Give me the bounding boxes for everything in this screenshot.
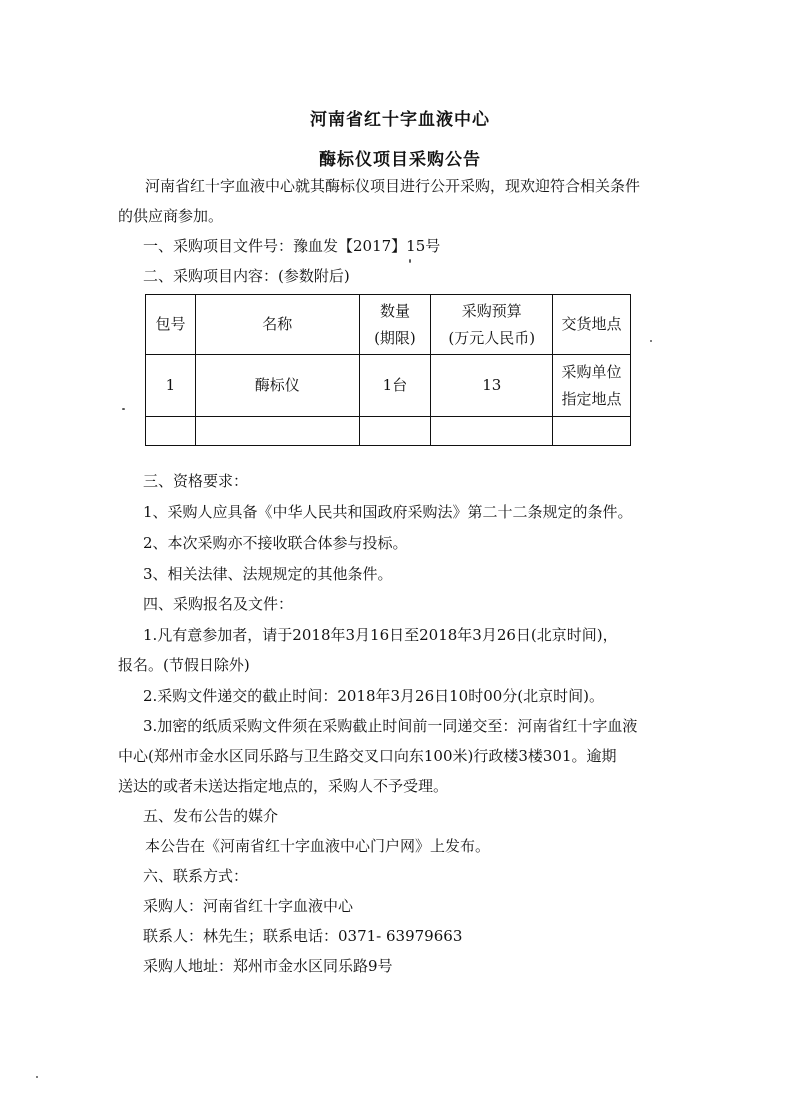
section-4-item-1-line-2: 报名。(节假日除外) [118,656,250,674]
scan-speck [122,408,125,410]
procurement-items-table [145,294,631,446]
section-4-item-1-line-1: 1.凡有意参加者，请于2018年3月16日至2018年3月26日(北京时间)， [143,626,618,644]
contact-person-phone: 联系人：林先生；联系电话：0371- 63979663 [143,927,463,945]
section-1-file-number: 一、采购项目文件号：豫血发【2017】15号 [143,237,441,255]
header-package-no: 包号 [146,295,196,355]
cell-package-no: 1 [146,355,196,417]
header-delivery: 交货地点 [553,295,631,355]
section-6-heading: 六、联系方式： [143,867,249,885]
contact-purchaser: 采购人：河南省红十字血液中心 [143,897,354,915]
table-row [146,355,631,417]
section-4-item-3-line-3: 送达的或者未送达指定地点的，采购人不予受理。 [118,777,449,795]
cell-quantity: 1台 [359,355,431,417]
contact-address: 采购人地址：郑州市金水区同乐路9号 [143,957,393,975]
section-3-item-1: 1、采购人应具备《中华人民共和国政府采购法》第二十二条规定的条件。 [143,503,633,521]
intro-line-2: 的供应商参加。 [118,207,224,225]
header-budget: 采购预算 (万元人民币) [431,295,553,355]
cell-delivery: 采购单位 指定地点 [553,355,631,417]
cell-budget: 13 [431,355,553,417]
scan-speck [36,1076,38,1078]
header-name: 名称 [195,295,359,355]
scan-speck [650,340,652,342]
table-header-row [146,295,631,355]
org-title: 河南省红十字血液中心 [310,110,490,130]
section-4-item-3-line-2: 中心(郑州市金水区同乐路与卫生路交叉口向东100米)行政楼3楼301。逾期 [118,747,617,765]
intro-line-1: 河南省红十字血液中心就其酶标仪项目进行公开采购，现欢迎符合相关条件 [145,177,641,195]
section-3-heading: 三、资格要求： [143,472,249,490]
cell-name: 酶标仪 [195,355,359,417]
scan-speck [409,259,411,263]
section-3-item-3: 3、相关法律、法规规定的其他条件。 [143,565,393,583]
section-5-body: 本公告在《河南省红十字血液中心门户网》上发布。 [145,837,491,855]
section-4-item-3-line-1: 3.加密的纸质采购文件须在采购截止时间前一同递交至：河南省红十字血液 [143,717,638,735]
header-quantity: 数量 (期限) [359,295,431,355]
table-row-empty [146,417,631,446]
section-5-heading: 五、发布公告的媒介 [143,807,279,825]
section-2-heading: 二、采购项目内容：(参数附后) [143,267,350,285]
section-4-heading: 四、采购报名及文件： [143,595,294,613]
section-3-item-2: 2、本次采购亦不接收联合体参与投标。 [143,534,408,552]
doc-title: 酶标仪项目采购公告 [319,150,481,170]
section-4-item-2: 2.采购文件递交的截止时间：2018年3月26日10时00分(北京时间)。 [143,687,604,705]
